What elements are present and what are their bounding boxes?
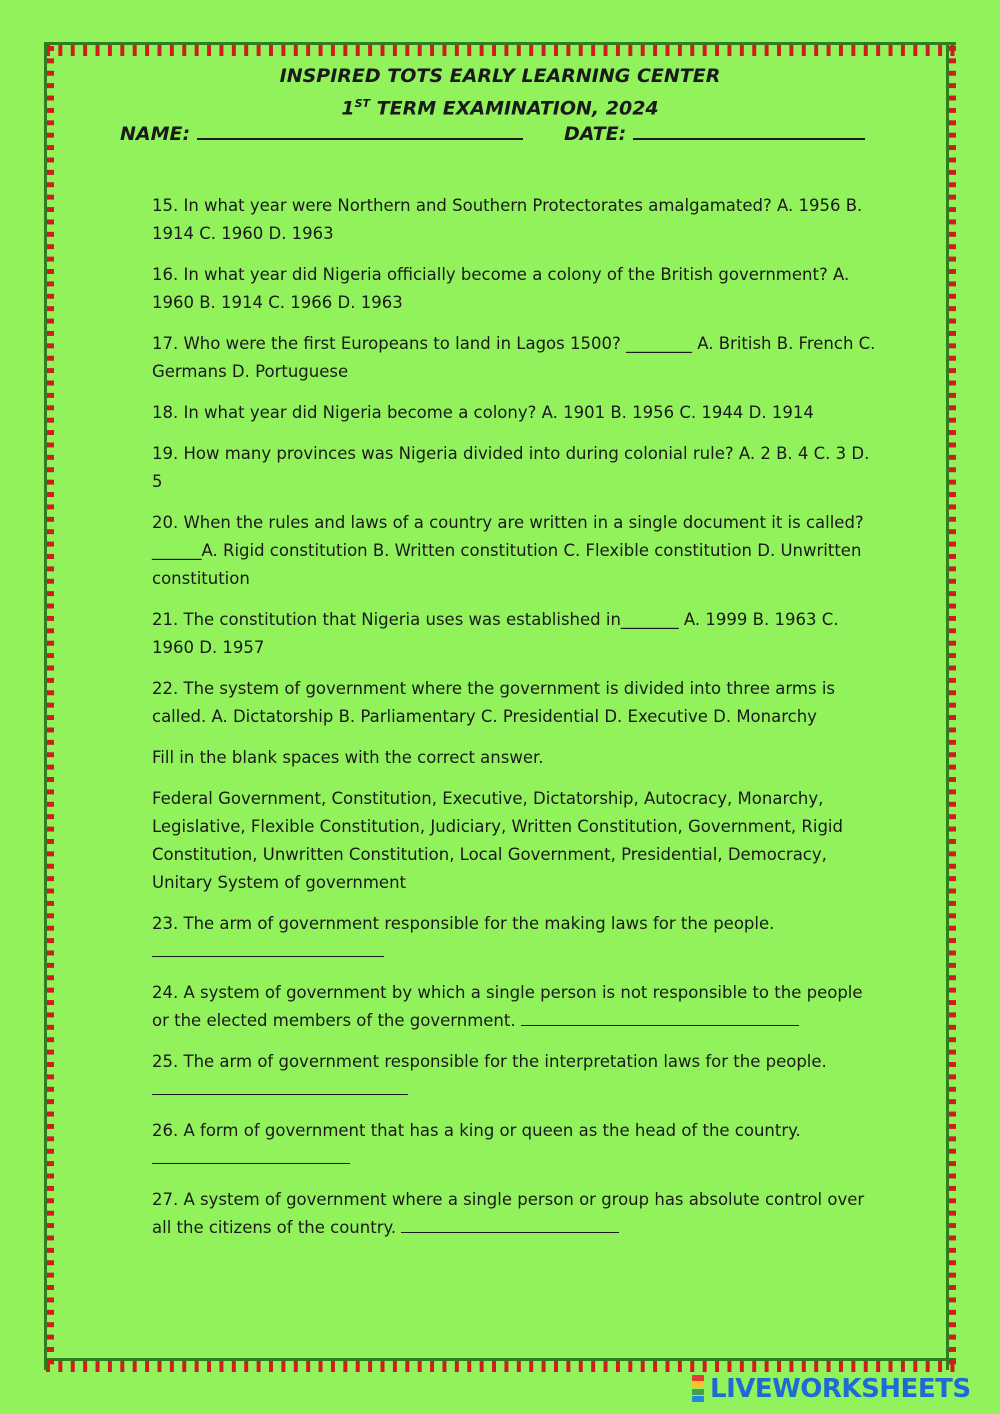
question-18: 18. In what year did Nigeria become a colony? A. 1901 B. 1956 C. 1944 D. 1914 xyxy=(152,403,814,422)
answer-blank-23[interactable] xyxy=(152,942,384,957)
answer-blank-27[interactable] xyxy=(401,1218,619,1233)
question-17: 17. Who were the first Europeans to land in Lagos 1500? ________ A. British B. French C. Germans D. Portuguese xyxy=(152,334,876,381)
question-22: 22. The system of government where the government is divided into three arms is called. A. Dictatorship B. Parliamentary C. Presidential D. Executive D. Monarchy xyxy=(152,679,835,726)
word-bank: Federal Government, Constitution, Executive, Dictatorship, Autocracy, Monarchy, Legislative, Flexible Constitution, Judiciary, Written Constitution, Government, Rigid Constitution, Unwritten Constitution, Local Government, Presidential, Democracy, Unitary System of government xyxy=(152,789,843,892)
page-border-bottom xyxy=(44,1358,956,1372)
liveworksheets-logo[interactable] xyxy=(692,1374,971,1404)
name-blank[interactable] xyxy=(197,120,523,140)
name-label: NAME: xyxy=(120,123,191,145)
question-19: 19. How many provinces was Nigeria divided into during colonial rule? A. 2 B. 4 C. 3 D. 5 xyxy=(152,444,870,491)
fill-instruction: Fill in the blank spaces with the correct answer. xyxy=(152,748,544,767)
question-21: 21. The constitution that Nigeria uses was established in_______ A. 1999 B. 1963 C. 1960 D. 1957 xyxy=(152,610,839,657)
answer-blank-26[interactable] xyxy=(152,1149,350,1164)
date-field[interactable] xyxy=(564,120,865,145)
logo-text: LIVEWORKSHEETS xyxy=(710,1374,971,1404)
page-border-top xyxy=(44,42,956,56)
answer-blank-25[interactable] xyxy=(152,1080,408,1095)
question-27: 27. A system of government where a single person or group has absolute control over all the citizens of the country. xyxy=(152,1190,865,1237)
exam-header xyxy=(0,62,1000,122)
name-field[interactable] xyxy=(120,120,523,145)
question-24: 24. A system of government by which a single person is not responsible to the people or the elected members of the government. xyxy=(152,983,863,1030)
question-15: 15. In what year were Northern and Southern Protectorates amalgamated? A. 1956 B. 1914 C. 1960 D. 1963 xyxy=(152,196,863,243)
page-border-right xyxy=(946,44,956,1370)
logo-stripes-icon xyxy=(692,1375,706,1403)
answer-blank-24[interactable] xyxy=(521,1011,799,1026)
question-list xyxy=(152,192,880,1255)
question-23: 23. The arm of government responsible for the making laws for the people. xyxy=(152,910,880,966)
date-label: DATE: xyxy=(564,123,627,145)
date-blank[interactable] xyxy=(633,120,865,140)
school-name: INSPIRED TOTS EARLY LEARNING CENTER xyxy=(279,65,721,87)
question-26: 26. A form of government that has a king or queen as the head of the country. xyxy=(152,1117,880,1173)
question-25: 25. The arm of government responsible for the interpretation laws for the people. xyxy=(152,1048,880,1104)
question-20: 20. When the rules and laws of a country are written in a single document it is called? ______A. Rigid constitution B. Written constitution C. Flexible constitution D. Unwritten constitution xyxy=(152,513,864,588)
exam-title: 1ST TERM EXAMINATION, 2024 xyxy=(341,97,659,120)
question-16: 16. In what year did Nigeria officially become a colony of the British government? A. 1960 B. 1914 C. 1966 D. 1963 xyxy=(152,265,850,312)
page-border-left xyxy=(44,44,54,1370)
